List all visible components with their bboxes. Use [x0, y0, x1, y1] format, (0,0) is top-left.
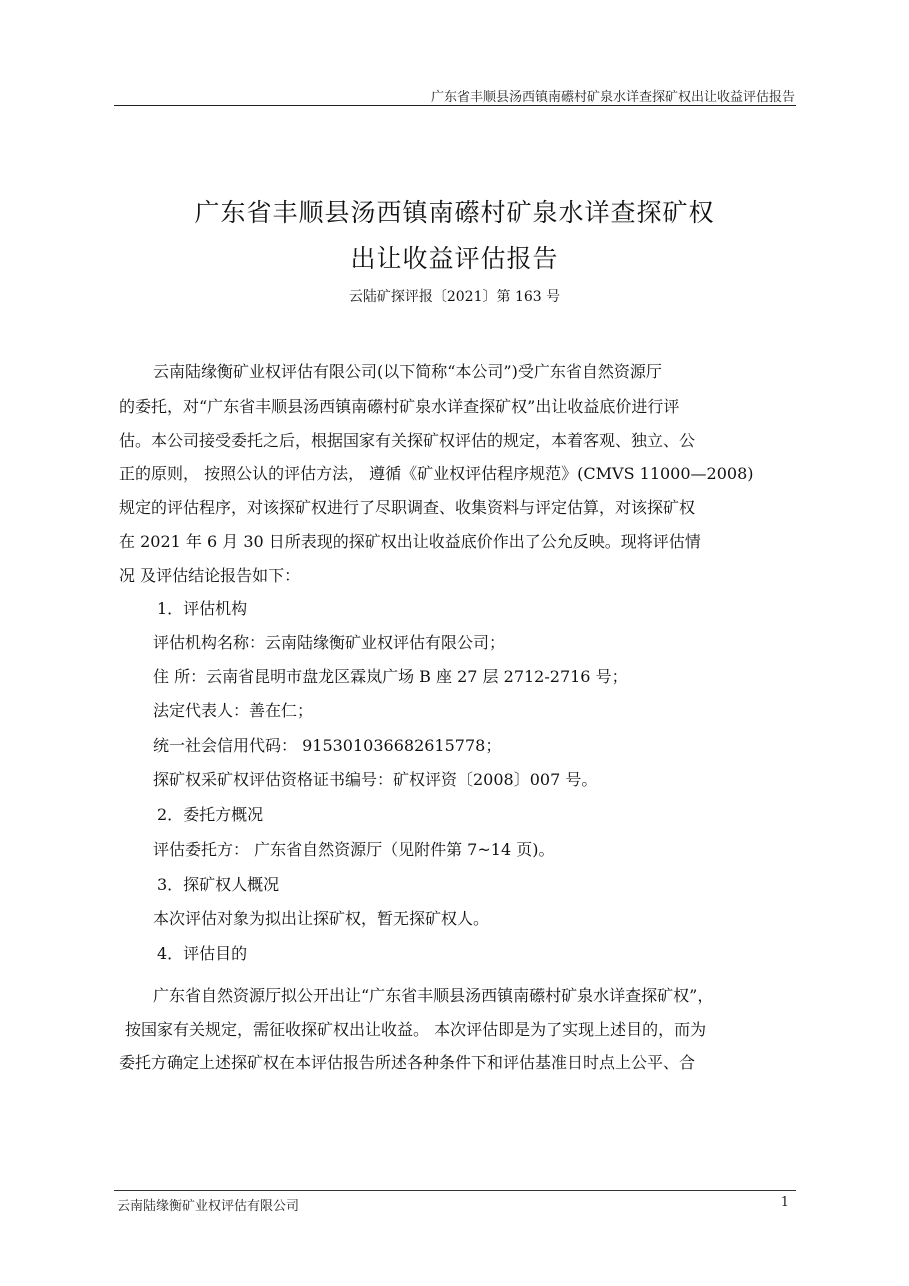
- section-heading-4: 4．评估目的: [157, 944, 248, 963]
- intro-line: 规定的评估程序，对该探矿权进行了尽职调查、收集资料与评定估算，对该探矿权: [119, 498, 696, 517]
- report-title-line-2: 出让收益评估报告: [350, 244, 559, 273]
- header-rule: [114, 105, 796, 106]
- intro-line: 云南陆缘衡矿业权评估有限公司(以下简称“本公司”)受广东省自然资源厅: [153, 362, 662, 381]
- client-info: 评估委托方： 广东省自然资源厅（见附件第 7~14 页)。: [153, 840, 555, 859]
- intro-line: 估。本公司接受委托之后，根据国家有关探矿权评估的规定，本着客观、独立、公: [119, 431, 696, 450]
- footer-rule: [114, 1190, 796, 1191]
- license-holder-info: 本次评估对象为拟出让探矿权，暂无探矿权人。: [153, 909, 490, 928]
- report-title-line-1: 广东省丰顺县汤西镇南礤村矿泉水详查探矿权: [194, 198, 715, 227]
- institution-name: 评估机构名称：云南陆缘衡矿业权评估有限公司；: [153, 633, 506, 652]
- intro-line: 况 及评估结论报告如下：: [119, 566, 301, 585]
- intro-line: 在 2021 年 6 月 30 日所表现的探矿权出让收益底价作出了公允反映。现将评估情: [119, 532, 701, 551]
- qualification-certificate: 探矿权采矿权评估资格证书编号：矿权评资〔2008〕007 号。: [153, 770, 598, 789]
- section-heading-3: 3．探矿权人概况: [157, 875, 280, 894]
- section-heading-2: 2．委托方概况: [157, 805, 264, 824]
- intro-line: 的委托，对“广东省丰顺县汤西镇南礤村矿泉水详查探矿权”出让收益底价进行评: [119, 397, 680, 416]
- section-heading-1: 1．评估机构: [157, 599, 248, 618]
- document-number: 云陆矿探评报〔2021〕第 163 号: [348, 289, 561, 305]
- footer-company-name: 云南陆缘衡矿业权评估有限公司: [117, 1199, 300, 1214]
- institution-address: 住 所：云南省昆明市盘龙区霖岚广场 B 座 27 层 2712-2716 号；: [153, 667, 628, 686]
- purpose-line: 按国家有关规定，需征收探矿权出让收益。 本次评估即是为了实现上述目的，而为: [125, 1020, 707, 1039]
- credit-code: 统一社会信用代码： 915301036682615778；: [153, 736, 502, 755]
- purpose-line: 委托方确定上述探矿权在本评估报告所述各种条件下和评估基准日时点上公平、合: [119, 1053, 696, 1072]
- legal-representative: 法定代表人：善在仁；: [153, 701, 314, 720]
- purpose-line: 广东省自然资源厅拟公开出让“广东省丰顺县汤西镇南礤村矿泉水详查探矿权”，: [153, 986, 714, 1005]
- page-number: 1: [780, 1195, 789, 1210]
- running-header: 广东省丰顺县汤西镇南礤村矿泉水详查探矿权出让收益评估报告: [430, 90, 795, 105]
- intro-line: 正的原则， 按照公认的评估方法， 遵循《矿业权评估程序规范》(CMVS 11000—2008): [119, 464, 754, 483]
